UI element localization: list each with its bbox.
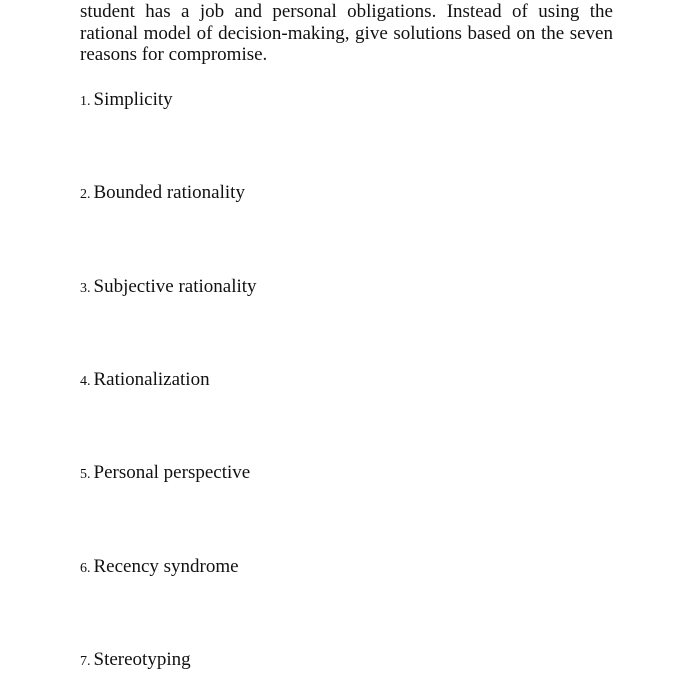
- list-item: [80, 89, 173, 113]
- list-item: [80, 369, 210, 393]
- list-item-number: 7.: [80, 654, 91, 669]
- list-item-label: Recency syndrome: [93, 556, 239, 577]
- list-item-label: Personal perspective: [93, 462, 251, 483]
- list-item-number: 5.: [80, 467, 91, 482]
- list-item-label: Bounded rationality: [93, 182, 245, 203]
- list-item-label: Rationalization: [93, 369, 210, 390]
- list-item: [80, 276, 257, 300]
- list-item-number: 2.: [80, 187, 91, 202]
- list-item-number: 6.: [80, 561, 91, 576]
- list-item-number: 1.: [80, 94, 91, 109]
- intro-paragraph: student has a job and personal obligations. Instead of using the rational model of decision-making, give solutions based on the seven reasons for compromise.: [80, 1, 613, 65]
- list-item-label: Subjective rationality: [93, 276, 257, 297]
- list-item-label: Simplicity: [93, 89, 173, 110]
- list-item-number: 4.: [80, 374, 91, 389]
- list-item: [80, 462, 250, 486]
- list-item: [80, 556, 239, 580]
- list-item: [80, 649, 191, 673]
- list-item-number: 3.: [80, 281, 91, 296]
- list-item: [80, 182, 245, 206]
- list-item-label: Stereotyping: [93, 649, 191, 670]
